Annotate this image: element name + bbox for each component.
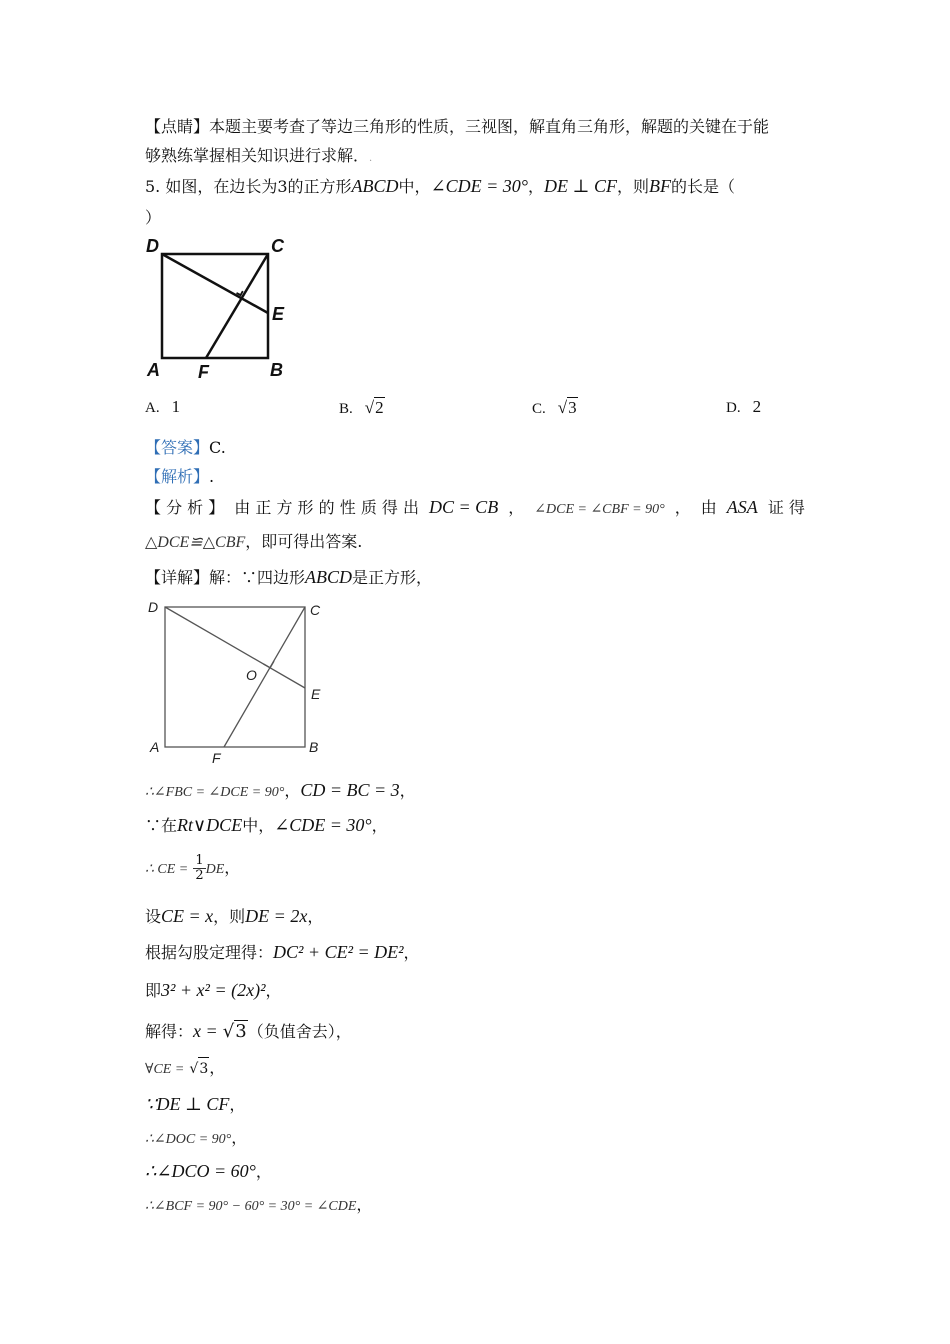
option-a-value: 1 <box>171 397 181 416</box>
step-10: ∴∠DOC = 90°， <box>145 1128 248 1147</box>
question-text-b: 中， <box>398 177 431 196</box>
fenxi-text-d: ，即可得出答案. <box>245 532 363 551</box>
question-text-d: 的长是（ <box>670 177 735 196</box>
fenxi-line-2 <box>145 531 362 554</box>
step-6: 即3² + x² = (2x)²， <box>145 980 282 1000</box>
step-3-fraction <box>193 854 205 883</box>
tip-tag: 【点睛】 <box>145 117 210 136</box>
step-12-text: ∴∠BCF = 90° − 60° = 30° = ∠CDE <box>145 1199 357 1214</box>
step-5-eq: DC² + CE² = DE² <box>273 942 404 962</box>
step-2-mid: 中， <box>242 816 275 835</box>
answer-tag: 【答案】 <box>145 438 210 457</box>
step-6-pre: 即 <box>145 981 162 1000</box>
tip-text-2: 够熟练掌握相关知识进行求解． <box>145 146 370 165</box>
detail-tag: 【详解】 <box>145 568 210 587</box>
fig2-label-o: O <box>246 667 257 683</box>
fig1-segment-de <box>162 254 268 313</box>
option-c-value: √3 <box>557 398 577 417</box>
answer-value: C. <box>209 438 226 457</box>
detail-text: 解：∵四边形 <box>209 568 306 587</box>
fig2-label-e: E <box>311 686 321 702</box>
fig2-square <box>165 607 305 747</box>
question-angle: ∠CDE = 30° <box>430 176 528 196</box>
step-2-angle: ∠CDE = 30° <box>274 815 372 835</box>
question-line-1: 5. 如图，在边长为3的正方形ABCD中，∠CDE = 30°，DE ⊥ CF，则BF的长是（ <box>145 176 735 196</box>
option-b-value: √2 <box>364 398 384 417</box>
fig1-segment-cf <box>206 254 268 358</box>
step-9: ∵DE ⊥ CF， <box>145 1094 246 1114</box>
option-a-label: A. <box>145 400 160 416</box>
option-c-radicand: 3 <box>568 398 577 417</box>
step-2-pre: ∵在 <box>145 816 178 835</box>
option-b-radicand: 2 <box>375 398 384 417</box>
question-number: 5. <box>145 177 161 196</box>
step-5-pre: 根据勾股定理得： <box>145 943 274 962</box>
detail-line <box>145 566 432 589</box>
step-3: ∴ CE = $\frac{1}{2}$ DE， <box>145 853 241 883</box>
step-7-note: （负值舍去）， <box>247 1022 352 1041</box>
fig2-label-a: A <box>150 739 160 755</box>
fig1-right-angle-mark <box>237 291 243 295</box>
fenxi-text-b: 由 <box>700 498 717 517</box>
fenxi-eq1: DC = CB <box>429 497 499 517</box>
question-text-a: 如图，在边长为3的正方形 <box>165 177 352 196</box>
question-target: BF <box>648 176 671 196</box>
tip-line-1 <box>145 116 769 138</box>
question-close-paren: ） <box>145 208 162 227</box>
fig1-label-e: E <box>272 304 285 324</box>
detail-text-b: 是正方形， <box>352 568 433 587</box>
question-square: ABCD <box>351 176 399 196</box>
fenxi-text-a: 由 正 方 形 的 性 质 得 出 <box>234 498 419 517</box>
analysis-line <box>145 466 214 488</box>
analysis-tag: 【解析】 <box>145 467 210 486</box>
step-11: ∴∠DCO = 60°， <box>145 1161 272 1181</box>
option-b-label: B. <box>339 401 353 417</box>
option-b[interactable] <box>339 397 385 418</box>
step-7: 解得：x = √3（负值舍去）， <box>145 1021 352 1042</box>
step-2: ∵在Rt∨DCE中，∠CDE = 30°， <box>145 815 388 835</box>
figure-2 <box>140 597 340 772</box>
fenxi-line-1: 【 分 析 】 由 正 方 形 的 性 质 得 出 DC = CB ， ∠DCE = ∠CBF = 90° ， 由 ASA 证 得 <box>145 496 805 521</box>
analysis-value: . <box>209 467 215 486</box>
step-4-a: CE = x <box>161 906 214 926</box>
step-3-num: 1 <box>195 853 204 868</box>
fig1-label-a: A <box>147 360 160 380</box>
option-d-value: 2 <box>752 397 762 416</box>
step-4-mid: ，则 <box>213 907 246 926</box>
step-8-pre: ∀CE = <box>145 1062 185 1077</box>
step-7-radicand: 3 <box>235 1021 247 1042</box>
step-8-radicand: 3 <box>198 1057 209 1080</box>
step-4-b: DE = 2x <box>245 906 308 926</box>
fig2-label-b: B <box>309 739 319 755</box>
tip-line-2: 够熟练掌握相关知识进行求解．. <box>145 146 373 165</box>
fig2-label-f: F <box>212 750 221 766</box>
step-4: 设CE = x，则DE = 2x， <box>145 906 324 926</box>
fig1-label-c: C <box>271 236 284 256</box>
fenxi-congruence: △DCE≌△CBF <box>145 534 246 551</box>
step-7-pre: 解得： <box>145 1022 194 1041</box>
option-c[interactable] <box>532 397 578 418</box>
step-1: ∴∠FBC = ∠DCE = 90°，CD = BC = 3， <box>145 780 416 800</box>
step-1-a: ∴∠FBC = ∠DCE = 90° <box>145 785 285 800</box>
fig2-label-d: D <box>148 599 159 615</box>
option-d[interactable] <box>726 397 761 417</box>
fig2-segment-de <box>165 607 305 688</box>
answer-line <box>145 437 226 459</box>
step-3-den: 2 <box>195 868 204 883</box>
fig2-label-c: C <box>310 602 321 618</box>
step-12: ∴∠BCF = 90° − 60° = 30° = ∠CDE， <box>145 1195 373 1214</box>
fig2-segment-cf <box>224 607 305 747</box>
option-d-label: D. <box>726 400 741 416</box>
tip-text-1: 本题主要考查了等边三角形的性质，三视图，解直角三角形，解题的关键在于能 <box>209 117 770 136</box>
step-9-text: ∵DE ⊥ CF <box>145 1094 230 1114</box>
step-2-rt: Rt∨DCE <box>177 815 243 835</box>
step-3-rhs: DE <box>205 862 225 877</box>
question-text-c: ，则 <box>616 177 649 196</box>
fig1-label-d: D <box>146 236 159 256</box>
fenxi-eq2: ∠DCE = ∠CBF = 90° <box>534 502 665 517</box>
step-3-lhs: ∴ CE = <box>145 862 189 877</box>
figure-1 <box>140 232 310 382</box>
question-perp: DE ⊥ CF <box>544 176 617 196</box>
step-10-text: ∴∠DOC = 90° <box>145 1132 232 1147</box>
fig1-label-b: B <box>270 360 283 380</box>
option-a[interactable] <box>145 397 180 417</box>
question-line-2 <box>145 207 161 229</box>
step-1-b: CD = BC = 3 <box>300 780 400 800</box>
fig1-label-f: F <box>198 362 209 382</box>
step-4-pre: 设 <box>145 907 162 926</box>
step-8: ∀CE = √3， <box>145 1057 225 1081</box>
detail-square: ABCD <box>305 567 353 587</box>
step-5: 根据勾股定理得：DC² + CE² = DE²， <box>145 942 420 962</box>
option-c-label: C. <box>532 401 546 417</box>
fenxi-asa: ASA <box>726 497 758 517</box>
fenxi-text-c: 证 得 <box>767 498 805 517</box>
step-11-text: ∴∠DCO = 60° <box>145 1161 256 1181</box>
step-7-x: x = <box>193 1021 218 1041</box>
step-6-eq: 3² + x² = (2x)² <box>161 980 266 1000</box>
fenxi-tag: 【 分 析 】 <box>145 498 225 517</box>
